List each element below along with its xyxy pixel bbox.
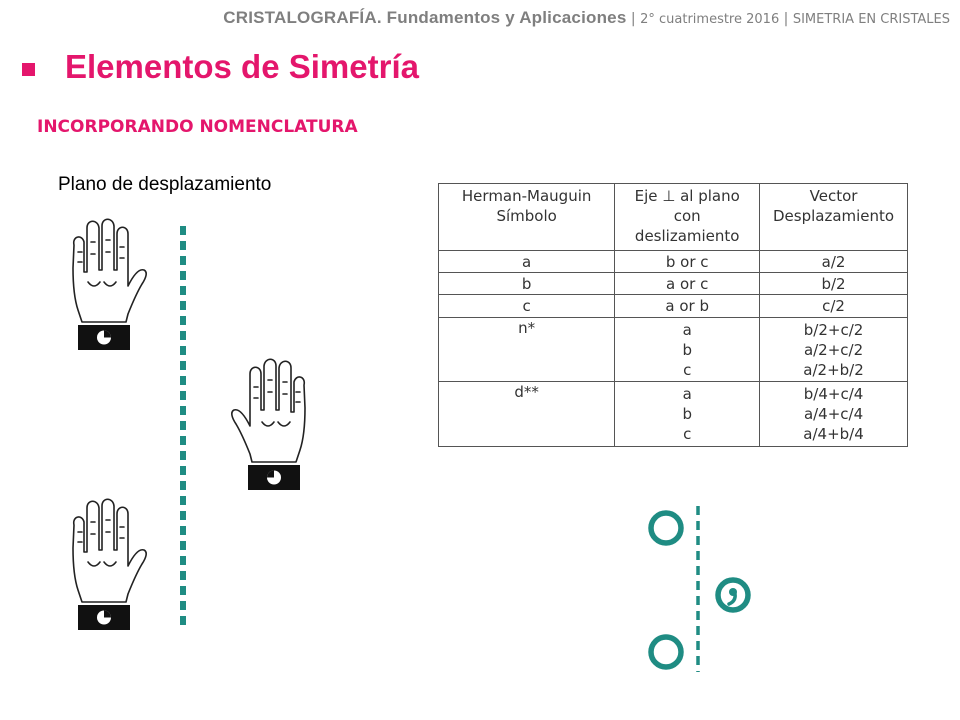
mirrored-hand-with-watch-icon [228, 352, 318, 497]
section-subtitle: INCORPORANDO NOMENCLATURA [37, 117, 358, 137]
cell-vector: b/4+c/4 a/4+c/4 a/4+b/4 [760, 382, 908, 447]
cell-axis: a b c [615, 382, 760, 447]
title-row [22, 48, 419, 86]
circle-with-comma-icon [718, 580, 748, 610]
glide-plane-table [438, 183, 908, 447]
header-separator: | [783, 11, 789, 27]
header-separator: | [630, 11, 636, 27]
cell-vector: a/2 [760, 251, 908, 273]
cell-symbol: a [439, 251, 615, 273]
table-row [439, 382, 908, 447]
table-row [439, 295, 908, 317]
glide-symmetry-diagram [630, 500, 770, 680]
cell-vector: c/2 [760, 295, 908, 317]
topic-label: SIMETRIA EN CRISTALES [792, 12, 950, 27]
cell-axis: b or c [615, 251, 760, 273]
cell-axis: a b c [615, 317, 760, 382]
table-row [439, 273, 908, 295]
hand-with-watch-icon [60, 212, 150, 357]
term-label: 2° cuatrimestre 2016 [640, 12, 780, 27]
slide-header [70, 8, 950, 28]
cell-symbol: c [439, 295, 615, 317]
cell-axis: a or b [615, 295, 760, 317]
header-symbol: Herman-Mauguin Símbolo [439, 184, 615, 251]
circle-icon [651, 513, 681, 543]
slide-title: Elementos de Simetría [65, 48, 419, 85]
cell-symbol: b [439, 273, 615, 295]
table-header-row [439, 184, 908, 251]
cell-vector: b/2 [760, 273, 908, 295]
hand-with-watch-icon [60, 492, 150, 637]
table-row [439, 251, 908, 273]
header-vector: Vector Desplazamiento [760, 184, 908, 251]
course-name: CRISTALOGRAFÍA. Fundamentos y Aplicaciones [223, 8, 627, 27]
cell-axis: a or c [615, 273, 760, 295]
square-bullet-icon [22, 63, 35, 76]
glide-plane-dashed-line [180, 226, 186, 628]
table-row [439, 317, 908, 382]
header-axis: Eje ⊥ al plano con deslizamiento [615, 184, 760, 251]
plane-label: Plano de desplazamiento [58, 174, 272, 195]
circle-icon [651, 637, 681, 667]
cell-vector: b/2+c/2 a/2+c/2 a/2+b/2 [760, 317, 908, 382]
cell-symbol: d** [439, 382, 615, 447]
cell-symbol: n* [439, 317, 615, 382]
